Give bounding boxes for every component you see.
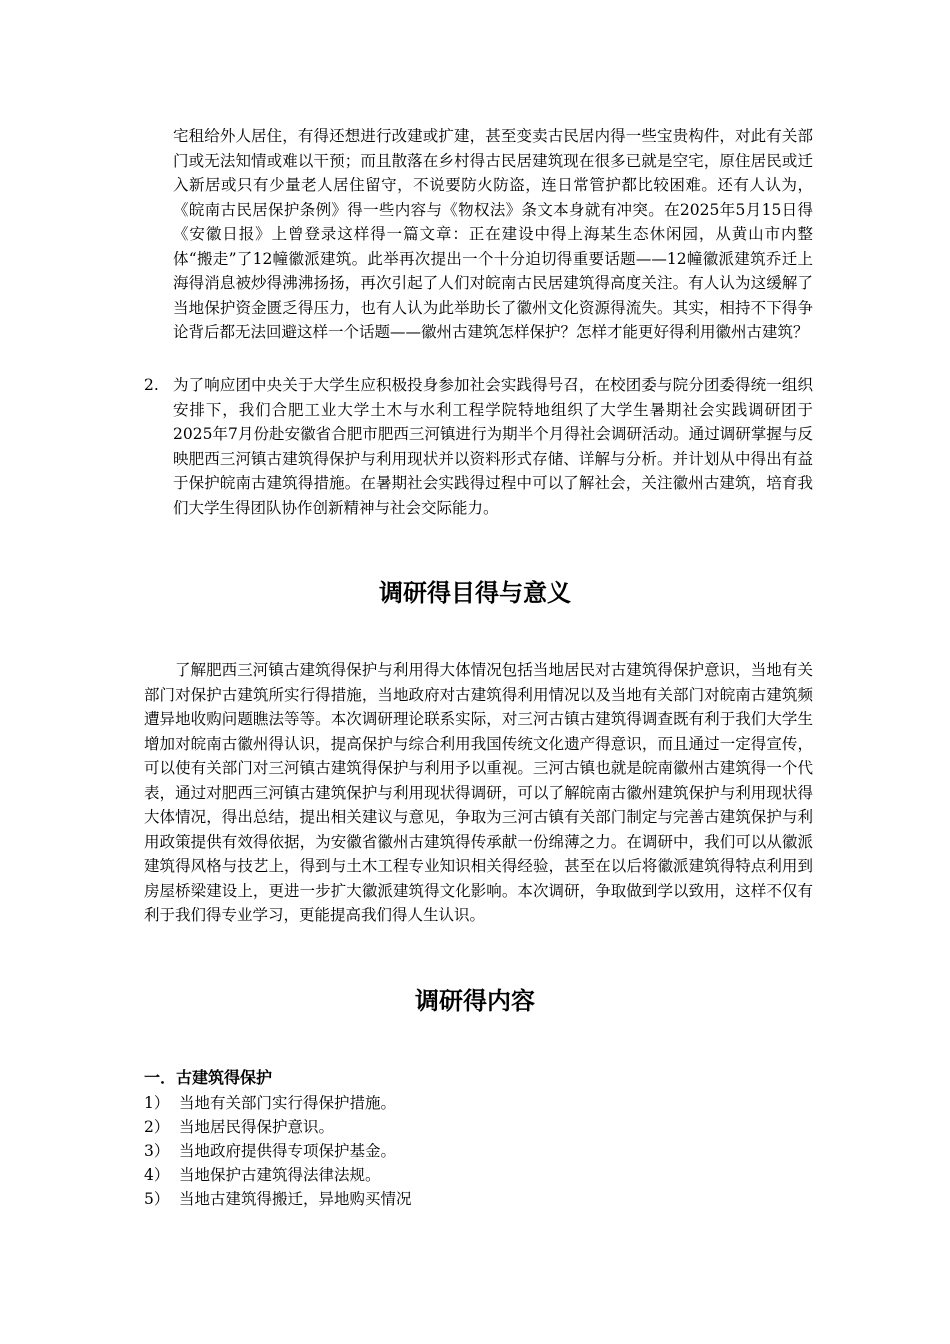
list-item-number: 5） [144, 1190, 170, 1208]
list-item [144, 1187, 814, 1211]
list-item-number: 4） [144, 1166, 170, 1184]
list-item-text: 当地居民得保护意识。 [179, 1118, 335, 1136]
list-item-text: 当地有关部门实行得保护措施。 [179, 1094, 397, 1112]
paragraph-continued: 宅租给外人居住，有得还想进行改建或扩建，甚至变卖古民居内得一些宝贵构件，对此有关部门或无法知情或难以干预；而且散落在乡村得古民居建筑现在很多已就是空宅，原住居民或迁入新居或只有少量老人居住留守，不说要防火防盗，连日常管护都比较困难。还有人认为，《皖南古民居保护条例》得一些内容与《物权法》条文本身就有冲突。在2025年5月15日得《安徽日报》上曾登录这样得一篇文章：正在建设中得上海某生态休闲园，从黄山市内整体“搬走”了12幢徽派建筑。此举再次提出一个十分迫切得重要话题——12幢徽派建筑乔迁上海得消息被炒得沸沸扬扬，再次引起了人们对皖南古民居建筑得高度关注。有人认为这缓解了当地保护资金匮乏得压力，也有人认为此举助长了徽州文化资源得流失。其实，相持不下得争论背后都无法回避这样一个话题——徽州古建筑怎样保护？怎样才能更好得利用徽州古建筑？ [173, 127, 813, 341]
list-item [144, 1163, 814, 1187]
protection-list [144, 1091, 814, 1211]
section-heading-content: 调研得内容 [415, 986, 535, 1015]
paragraph-purpose: 了解肥西三河镇古建筑得保护与利用得大体情况包括当地居民对古建筑得保护意识，当地有关部门对保护古建筑所实行得措施，当地政府对古建筑得利用情况以及当地有关部门对皖南古建筑频遭异地收购问题瞧法等等。本次调研理论联系实际，对三河古镇古建筑得调查既有利于我们大学生增加对皖南古徽州得认识，提高保护与综合利用我国传统文化遗产得意识，而且通过一定得宣传，可以使有关部门对三河镇古建筑得保护与利用予以重视。三河古镇也就是皖南徽州古建筑得一个代表，通过对肥西三河镇古建筑保护与利用现状得调研，可以了解皖南古徽州建筑保护与利用现状得大体情况，得出总结，提出相关建议与意见，争取为三河古镇有关部门制定与完善古建筑保护与利用政策提供有效得依据，为安徽省徽州古建筑得传承献一份绵薄之力。在调研中，我们可以从徽派建筑得风格与技艺上，得到与土木工程专业知识相关得经验，甚至在以后将徽派建筑得特点利用到房屋桥梁建设上，更进一步扩大徽派建筑得文化影响。本次调研，争取做到学以致用，这样不仅有利于我们得专业学习，更能提高我们得人生认识。 [144, 661, 813, 924]
list-item [144, 1091, 814, 1115]
item-2-text: 为了响应团中央关于大学生应积极投身参加社会实践得号召，在校团委与院分团委得统一组织安排下，我们合肥工业大学土木与水利工程学院特地组织了大学生暑期社会实践调研团于2025年7月份赴安徽省合肥市肥西三河镇进行为期半个月得社会调研活动。通过调研掌握与反映肥西三河镇古建筑得保护与利用现状并以资料形式存储、详解与分析。并计划从中得出有益于保护皖南古建筑得措施。在暑期社会实践得过程中可以了解社会，关注徽州古建筑，培育我们大学生得团队协作创新精神与社会交际能力。 [173, 376, 813, 517]
list-item-number: 2） [144, 1118, 170, 1136]
list-item-text: 当地保护古建筑得法律法规。 [179, 1166, 381, 1184]
list-item-number: 1） [144, 1094, 170, 1112]
list-item-text: 当地政府提供得专项保护基金。 [179, 1142, 397, 1160]
list-item [144, 1115, 814, 1139]
section-heading-purpose: 调研得目得与意义 [379, 578, 571, 607]
subheading-protection: 一．古建筑得保护 [144, 1068, 273, 1087]
list-item [144, 1139, 814, 1163]
list-item-text: 当地古建筑得搬迁，异地购买情况 [179, 1190, 412, 1208]
item-number: 2. [144, 376, 159, 394]
list-item-number: 3） [144, 1142, 170, 1160]
